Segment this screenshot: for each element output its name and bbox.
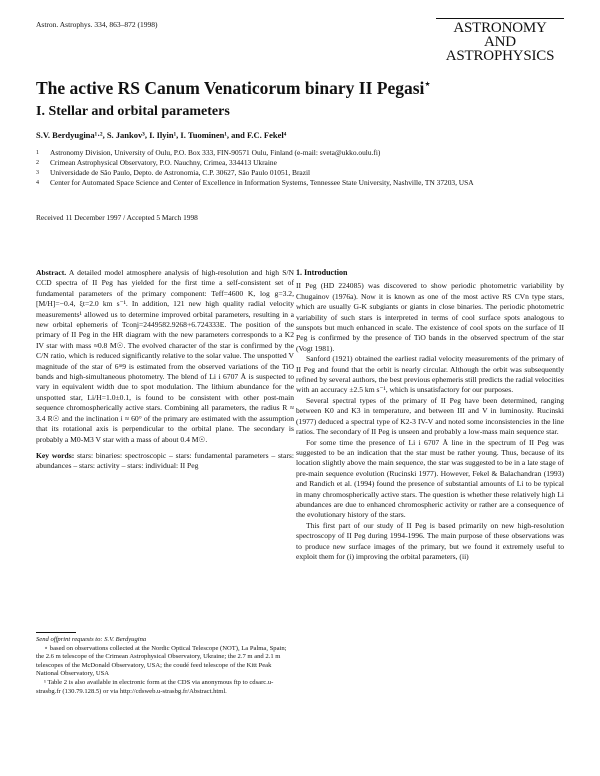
keywords-text: stars: binaries: spectroscopic – stars: fundamental parameters – stars: abundances – stars: activity – stars: individual: II Peg	[36, 450, 294, 471]
abstract	[36, 268, 294, 445]
intro-paragraph-1: II Peg (HD 224085) was discovered to show periodic photometric variability by Chugainov (1976a). Now it is known as one of the most active RS CVn type stars, which are usually G-K subgiants or giants in close binaries. The periodic photometric variability of such stars is interpreted in terms of cool surface spots analogous to sunspots but much enhanced in scale. The existence of cool spots on the surface of II Peg is confirmed by the presence of TiO bands in the observed spectrum of the star (Vogt 1981).	[296, 281, 564, 353]
abstract-label: Abstract.	[36, 268, 67, 277]
offprint-request: Send offprint requests to: S.V. Berdyugina	[36, 636, 147, 643]
affiliation-number: 4	[36, 180, 39, 186]
keywords-label: Key words:	[36, 450, 75, 460]
affiliation-text: Center for Automated Space Science and Center of Excellence in Information Systems, Tennessee State University, Nashville, TN 37203, USA	[50, 178, 474, 187]
affiliation-number: 3	[36, 170, 39, 176]
journal-reference: Astron. Astrophys. 334, 863–872 (1998)	[36, 20, 158, 29]
affiliation-text: Universidade de São Paulo, Depto. de Astronomia, C.P. 30627, São Paulo 01051, Brazil	[50, 168, 311, 177]
logo-line-1: ASTRONOMY	[453, 20, 547, 36]
paper-title-text: The active RS Canum Venaticorum binary II Pegasi	[36, 78, 425, 98]
affiliation-number: 2	[36, 160, 39, 166]
left-column	[36, 268, 294, 472]
logo-line-2: AND	[484, 34, 516, 50]
footnotes	[36, 632, 294, 696]
footnote-rule	[36, 632, 76, 633]
intro-paragraph-3: Several spectral types of the primary of II Peg have been determined, ranging between K0 and K3 in temperature, and between III and V in luminosity. Rucinski (1977) deduced a spectral type of K2-3 IV-V and noted some inconsistencies in the line ratios. The secondary of II Peg is unseen and probably a low-mass main sequence star.	[296, 395, 564, 437]
footnote-observations: ⋆ based on observations collected at the Nordic Optical Telescope (NOT), La Palma, Spain; the 2.6 m telescope of the Crimean Astrophysical Observatory, Ukraine; the 2.7 m and 2.1 m telescopes of the McDonald Observatory, USA; the coudé feed telescope of the Kitt Peak National Observatory, USA	[36, 644, 287, 678]
abstract-text: A detailed model atmosphere analysis of high-resolution and high S/N CCD spectra of II Peg has yielded for the first time a self-consistent set of fundamental parameters of the primary component: Teff=4600 K, log g=3.2, [M/H]=−0.4, ξt=2.0 km s⁻¹. In addition, 121 new high quality radial velocity measurements¹ allowed us to determine improved orbital parameters, resulting in a new orbital ephemeris of Tconj=2449582.9268+6.724333E. The position of the primary of II Peg in the HR diagram with the new parameters corresponds to a K2 IV star with mass ≈0.8 M☉. The evolved character of the star is confirmed by the C/N ratio, which is reduced significantly relative to the solar value. The unspotted V magnitude of the star of 6ᵐ9 is estimated from the observed variations of the TiO bands and high-simultaneous photometry. The blend of Li i 6707 Å is suspected to vary in equivalent width due to spot modulation. The lithium abundance for the unspotted star, Li/H=1.0±0.1, is found to be consistent with other post-main sequence chromospherically active stars. Combining all parameters, the radius R ≈ 3.4 R☉ and the inclination i ≈ 60° of the primary are estimated with the assumption that its rotational axis is perpendicular to the orbital plane. The secondary is probably a M0-M3 V star with a mass of about 0.4 M☉.	[36, 268, 295, 444]
intro-paragraph-5: This first part of our study of II Peg is based primarily on new high-resolution spectroscopy of II Peg during 1994-1996. The main purpose of these observations was to produce new surface images of the primary, but we found it extremely useful to exploit them for (i) improving the orbital parameters, (ii)	[296, 520, 564, 561]
keywords	[36, 451, 294, 472]
title-footnote-mark: ⋆	[424, 79, 431, 91]
affiliations	[36, 148, 566, 188]
affiliation-text: Astronomy Division, University of Oulu, P.O. Box 333, FIN-90571 Oulu, Finland (e-mail: sveta@ukko.oulu.fi)	[50, 148, 381, 157]
received-accepted-dates: Received 11 December 1997 / Accepted 5 March 1998	[36, 213, 198, 222]
right-column	[296, 268, 564, 562]
paper-subtitle: I. Stellar and orbital parameters	[36, 104, 230, 119]
affiliation-number: 1	[36, 150, 39, 156]
logo-line-3: ASTROPHYSICS	[445, 48, 555, 64]
section-heading-introduction: 1. Introduction	[296, 268, 348, 277]
author-list: S.V. Berdyugina¹·², S. Jankov³, I. Ilyin¹, I. Tuominen¹, and F.C. Fekel⁴	[36, 130, 287, 140]
affiliation-1	[36, 148, 566, 158]
affiliation-text: Crimean Astrophysical Observatory, P.O. Nauchny, Crimea, 334413 Ukraine	[50, 158, 277, 167]
intro-paragraph-4: For some time the presence of Li i 6707 Å line in the spectrum of II Peg was suggested to be an indication that the star must be rather young. Thus, because of its location slightly above the main sequence, the star was suggested to be in a late stage of pre-main sequence evolution (Rucinski 1977). However, Fekel & Balachandran (1993) and Randich et al. (1994) found the presence of substantial amounts of Li to be typical in many chromospherically active stars. The question is whether these relatively high Li abundances are due to enhanced chromospheric activity or rather are a consequence of the evolutionary history of the stars.	[296, 437, 564, 520]
journal-logo	[436, 18, 564, 63]
affiliation-2	[36, 158, 566, 168]
footnote-table2: ¹ Table 2 is also available in electronic form at the CDS via anonymous ftp to cdsarc.u-strasbg.fr (130.79.128.5) or via http://cdsweb.u-strasbg.fr/Abstract.html.	[36, 678, 274, 695]
paper-title	[36, 78, 431, 99]
logo-rule	[436, 18, 564, 19]
affiliation-3	[36, 168, 566, 178]
affiliation-4	[36, 178, 566, 188]
intro-paragraph-2: Sanford (1921) obtained the earliest radial velocity measurements of the primary of II Peg and found that the orbit is nearly circular. Although the orbit was subsequently refined by several authors, the best previous ephemeris still predicts the radial velocities with an accuracy ±2.5 km s⁻¹, which is unsatisfactory for our purposes.	[296, 354, 564, 395]
